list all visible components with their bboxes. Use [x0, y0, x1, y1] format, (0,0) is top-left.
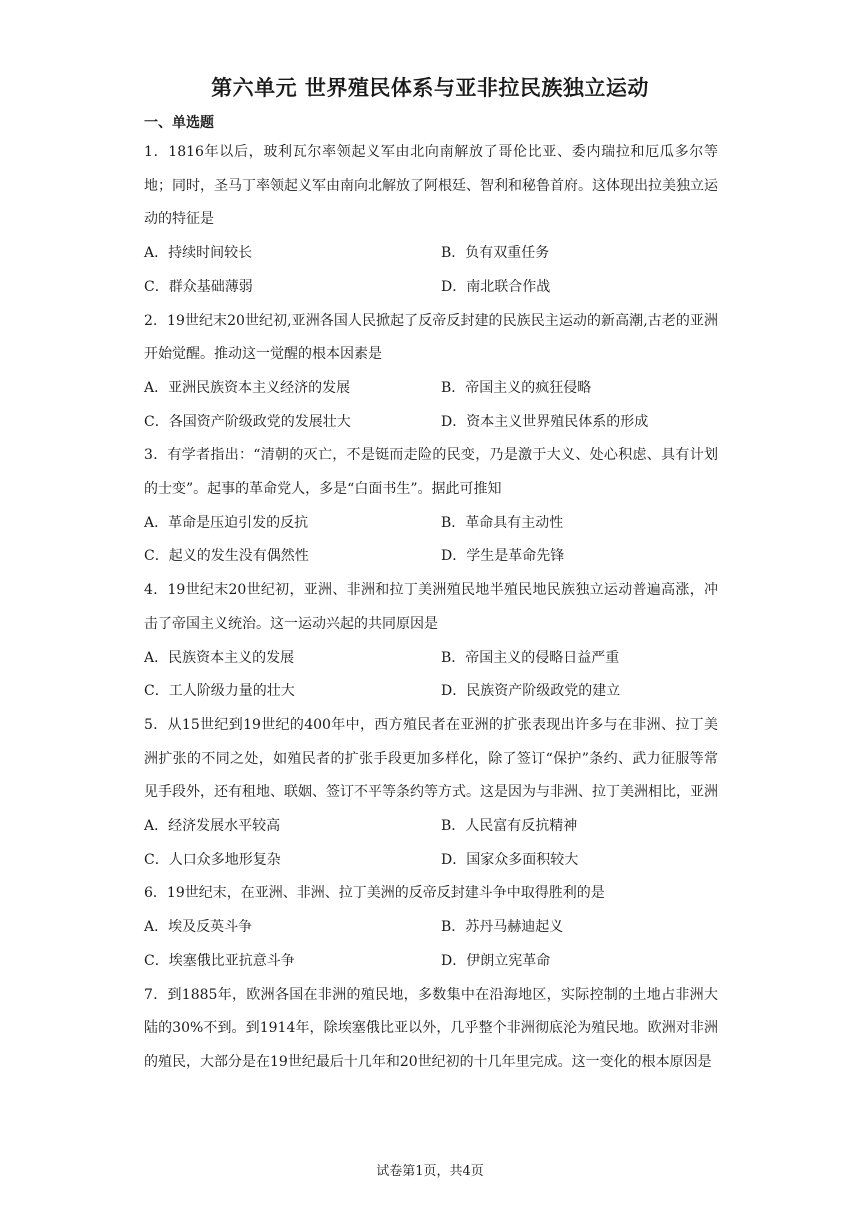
option-a: A．革命是压迫引发的反抗 — [144, 514, 309, 531]
question-stem: 7．到1885年，欧洲各国在非洲的殖民地，多数集中在沿海地区，实际控制的土地占非洲大陆的30%不到。到1914年，除埃塞俄比亚以外，几乎整个非洲彻底沦为殖民地。欧洲对非洲的殖民，大部分是在19世纪最后十几年和20世纪初的十几年里完成。这一变化的根本原因是 — [144, 986, 718, 1070]
option-c: C．各国资产阶级政党的发展壮大 — [144, 413, 351, 430]
option-grid — [144, 810, 718, 877]
section-heading: 一、单选题 — [144, 115, 214, 131]
page-footer: 试卷第1页，共4页 — [376, 1164, 484, 1179]
option-b: B．帝国主义的疯狂侵略 — [441, 379, 592, 396]
option-d: D．资本主义世界殖民体系的形成 — [441, 413, 649, 430]
option-grid — [144, 911, 718, 978]
option-grid — [144, 507, 718, 574]
option-c: C．工人阶级力量的壮大 — [144, 683, 295, 700]
question-4 — [144, 574, 718, 709]
option-a: A．民族资本主义的发展 — [144, 649, 295, 666]
option-a: A．亚洲民族资本主义经济的发展 — [144, 379, 351, 396]
option-d: D．伊朗立宪革命 — [441, 952, 551, 969]
option-d: D．学生是革命先锋 — [441, 548, 565, 565]
question-1 — [144, 136, 718, 305]
option-c: C．埃塞俄比亚抗意斗争 — [144, 952, 295, 969]
question-stem: 4．19世纪末20世纪初，亚洲、非洲和拉丁美洲殖民地半殖民地民族独立运动普遍高涨，冲击了帝国主义统治。这一运动兴起的共同原因是 — [144, 582, 718, 632]
option-grid — [144, 642, 718, 709]
option-c: C．群众基础薄弱 — [144, 278, 253, 295]
option-c: C．人口众多地形复杂 — [144, 851, 281, 868]
question-list — [144, 136, 718, 1080]
question-stem: 2．19世纪末20世纪初,亚洲各国人民掀起了反帝反封建的民族民主运动的新高潮,古老的亚洲开始觉醒。推动这一觉醒的根本因素是 — [144, 312, 718, 363]
option-a: A．经济发展水平较高 — [144, 818, 281, 835]
option-c: C．起义的发生没有偶然性 — [144, 548, 309, 565]
option-d: D．国家众多面积较大 — [441, 851, 579, 868]
option-a: A．埃及反英斗争 — [144, 919, 253, 936]
option-b: B．苏丹马赫迪起义 — [441, 919, 564, 936]
question-stem: 1．1816年以后，玻利瓦尔率领起义军由北向南解放了哥伦比亚、委内瑞拉和厄瓜多尔等地；同时，圣马丁率领起义军由南向北解放了阿根廷、智利和秘鲁首府。这体现出拉美独立运动的特征是 — [144, 144, 718, 228]
option-b: B．人民富有反抗精神 — [441, 818, 578, 835]
option-d: D．民族资产阶级政党的建立 — [441, 683, 621, 700]
option-b: B．负有双重任务 — [441, 245, 550, 262]
option-b: B．帝国主义的侵略日益严重 — [441, 649, 620, 666]
option-b: B．革命具有主动性 — [441, 514, 564, 531]
question-stem: 5．从15世纪到19世纪的400年中，西方殖民者在亚洲的扩张表现出许多与在非洲、拉丁美洲扩张的不同之处，如殖民者的扩张手段更加多样化，除了签订“保护”条约、武力征服等常见手段外，还有租地、联姻、签订不平等条约等方式。这是因为与非洲、拉丁美洲相比，亚洲 — [144, 716, 718, 801]
question-7 — [144, 979, 718, 1080]
question-stem: 3．有学者指出：“清朝的灭亡，不是铤而走险的民变，乃是激于大义、处心积虑、具有计划的士变”。起事的革命党人，多是“白面书生”。据此可推知 — [144, 447, 718, 498]
option-grid — [144, 372, 718, 439]
question-2 — [144, 305, 718, 440]
question-6 — [144, 877, 718, 978]
question-stem: 6．19世纪末，在亚洲、非洲、拉丁美洲的反帝反封建斗争中取得胜利的是 — [144, 885, 605, 902]
option-d: D．南北联合作战 — [441, 278, 551, 295]
option-a: A．持续时间较长 — [144, 245, 253, 262]
question-3 — [144, 439, 718, 574]
question-5 — [144, 709, 718, 878]
page-title: 第六单元 世界殖民体系与亚非拉民族独立运动 — [211, 76, 649, 100]
option-grid — [144, 237, 718, 304]
